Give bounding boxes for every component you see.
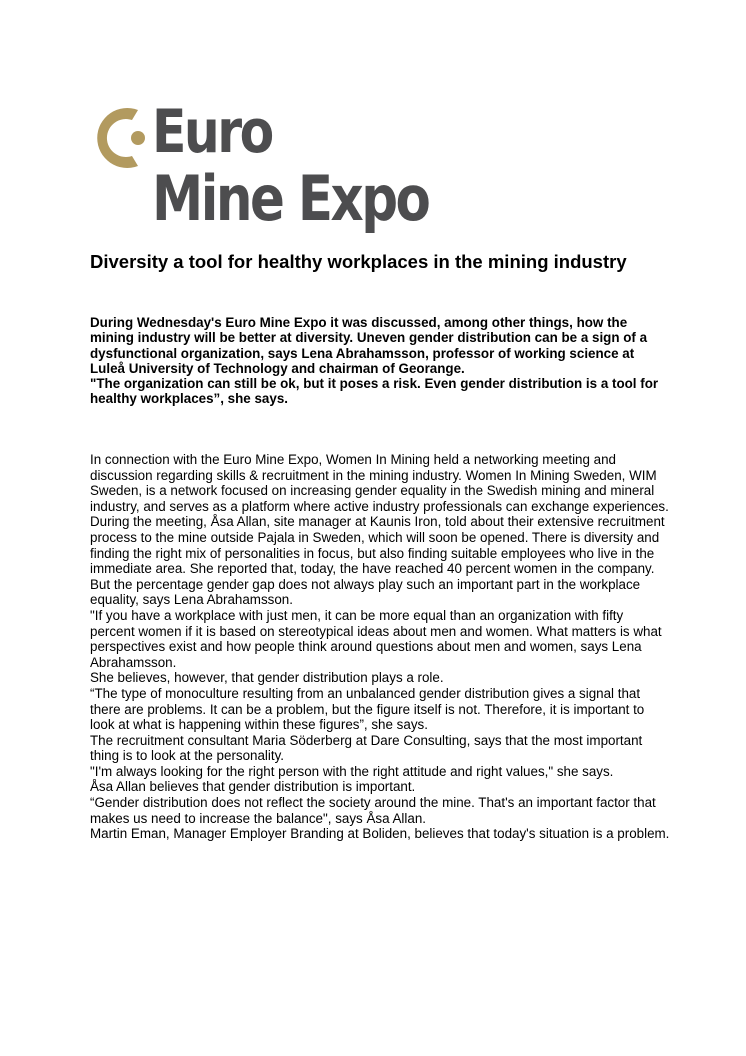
lead-paragraph: During Wednesday's Euro Mine Expo it was discussed, among other things, how the mining industry will be better at diversity. Uneven gender distribution can be a sign of a dysfunctional organization, says Lena Abrahamsson, professor of working science at Luleå University of Technology and chairman of Georange.: [90, 315, 648, 376]
body-paragraph: “Gender distribution does not reflect the society around the mine. That's an important factor that makes us need to increase the balance", says Åsa Allan.: [90, 795, 656, 826]
euro-mine-expo-logo: [92, 97, 452, 245]
body-paragraph: The recruitment consultant Maria Söderberg at Dare Consulting, says that the most important thing is to look at the personality.: [90, 732, 643, 764]
body-paragraph: But the percentage gender gap does not always play such an important part in the workplace equality, says Lena Abrahamsson.: [90, 576, 641, 608]
article-title: Diversity a tool for healthy workplaces in the mining industry: [90, 251, 627, 272]
body-paragraph: “The type of monoculture resulting from an unbalanced gender distribution gives a signal that there are problems. It can be a problem, but the figure itself is not. Therefore, it is important to look at what is happening within these figures”, she says.: [90, 685, 645, 733]
body-paragraph: In connection with the Euro Mine Expo, Women In Mining held a networking meeting and discussion regarding skills & recruitment in the mining industry. Women In Mining Sweden, WIM Sweden, is a network focused on increasing gender equality in the Swedish mining and mineral industry, and serves as a platform where active industry professionals can exchange experiences.: [90, 452, 669, 514]
lead-quote: "The organization can still be ok, but it poses a risk. Even gender distribution is a tool for healthy workplaces”, she says.: [90, 376, 659, 407]
body-paragraph: Åsa Allan believes that gender distribution is important.: [90, 779, 416, 795]
logo-text-mine-expo: Mine Expo: [152, 162, 429, 235]
body-paragraph: During the meeting, Åsa Allan, site manager at Kaunis Iron, told about their extensive recruitment process to the mine outside Pajala in Sweden, which will soon be opened. There is diversity and finding the right mix of personalities in focus, but also finding suitable employees who live in the immediate area. She reported that, today, the have reached 40 percent women in the company.: [90, 514, 665, 577]
body-paragraph: She believes, however, that gender distribution plays a role.: [90, 670, 444, 686]
body-paragraph: "If you have a workplace with just men, it can be more equal than an organization with fifty percent women if it is based on stereotypical ideas about men and women. What matters is what perspectives exist and how people think around questions about men and women, says Lena Abrahamsson.: [90, 607, 662, 670]
article-body: [90, 452, 670, 842]
logo-text-euro: Euro: [152, 97, 272, 167]
body-paragraph: Martin Eman, Manager Employer Branding at Boliden, believes that today's situation is a problem.: [90, 826, 670, 842]
logo-crescent-icon: [92, 106, 150, 170]
body-paragraph: "I'm always looking for the right person with the right attitude and right values," she says.: [90, 763, 614, 779]
article-lead: [90, 315, 670, 407]
